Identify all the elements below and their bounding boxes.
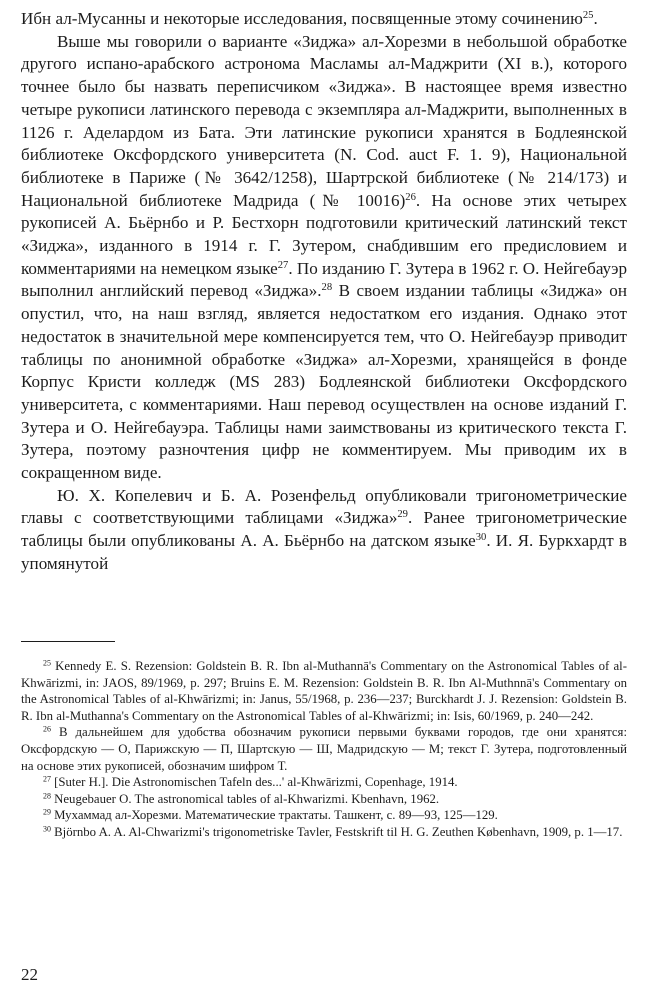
footnote-ref-28[interactable]: 28 <box>321 282 333 294</box>
paragraph-2: Выше мы говорили о варианте «Зиджа» ал-Хорезми в небольшой обработке другого испано-арабского астронома Масламы ал-Маджрити (XI в.), которого точнее было бы назвать переписчиком «Зиджа». В настоящее время известно четыре рукописи латинского перевода с экземпляра ал-Маджрити, выполненных в 1126 г. Аделардом из Бата. Эти латинские рукописи хранятся в Бодлеянской библиотеке Оксфордского университета (N. Cod. auct F. 1. 9), Национальной библиотеке в Париже (№ 3642/1258), Шартрской библиотеке (№ 214/173) и Национальной библиотеке Мадрида (№ 10016)$^{26}$. На основе этих четырех рукописей А. Бьёрнбо и Р. Бестхорн подготовили критический латинский текст «Зиджа», изданного в 1914 г. Г. Зутером, снабдившим его предисловием и комментариями на немецком языке$^{27}$. По изданию Г. Зутера в 1962 г. О. Нейгебауэр выполнил английский перевод «Зиджа».$^{28}$ В своем издании таблицы «Зиджа» он опустил, что, на наш взгляд, является недостатком его издания. Однако этот недостаток в значительной мере компенсируется тем, что О. Нейгебауэр приводит таблицы по анонимной обработке «Зиджа» ал-Хорезми, хранящейся в фонде Корпус Кристи колледж (MS 283) Бодлеянской библиотеки Оксфордского университета, с комментариями. Наш перевод осуществлен на основе изданий Г. Зутера и О. Нейгебауэра. Таблицы нами заимствованы из критического текста Г. Зутера, поэтому разночтения цифр не комментируем. Мы приводим их в сокращенном виде. <box>21 31 627 483</box>
footnote-28: $^{28}$ Neugebauer O. The astronomical tables of al-Khwarizmi. Kbenhavn, 1962. <box>43 791 440 806</box>
paragraph-1: Ибн ал-Мусанны и некоторые исследования, посвященные этому сочинению$^{25}$. <box>21 9 598 28</box>
footnote-ref-26[interactable]: 26 <box>405 191 416 203</box>
main-text <box>21 8 627 576</box>
footnote-26: $^{26}$ В дальнейшем для удобства обозначим рукописи первыми буквами городов, где они хранятся: Оксфордскую — О, Парижскую — П, Шартскую — Ш, Мадридскую — М; текст Г. Зутера, подготовленный на основе этих рукописей, обозначим шифром Т. <box>21 725 628 773</box>
footnote-separator <box>21 641 115 642</box>
footnotes <box>21 658 627 841</box>
paragraph-3: Ю. Х. Копелевич и Б. А. Розенфельд опубликовали тригонометрические главы с соответствующими таблицами «Зиджа»$^{29}$. Ранее тригонометрические таблицы были опубликованы А. А. Бьёрнбо на датском языке$^{30}$. И. Я. Буркхардт в упомянутой <box>21 485 627 573</box>
footnote-27: $^{27}$ [Suter H.]. Die Astronomischen Tafeln des...' al-Khwārizmi, Copenhage, 1914. <box>43 774 458 790</box>
footnote-25: $^{25}$ Kennedy E. S. Rezension: Goldstein B. R. Ibn al-Muthannā's Commentary on the Astronomical Tables of al-Khwārizmi, in: JAOS, 89/1969, p. 297; Bruins E. M. Rezension: Goldstein B. R. Ibn Al-Muthnnā's Commentary on the Astronomical Tables of al-Khwārizmi; in: Janus, 55/1968, p. 236—237; Burckhardt J. J. Rezension: Goldstein B. R. Ibn al-Muthanna's Commentary on the Astronomical Tables of al-Khwārizmi; in: Isis, 60/1969, p. 240—242. <box>21 658 627 723</box>
footnote-29: $^{29}$ Мухаммад ал-Хорезми. Математические трактаты. Ташкент, с. 89—93, 125—129. <box>43 807 498 823</box>
page-number: 22 <box>21 965 38 984</box>
footnote-ref-30[interactable]: 30 <box>475 532 487 544</box>
footnote-ref-25[interactable]: 25 <box>582 10 594 22</box>
footnote-30: $^{30}$ Björnbo A. A. Al-Chwarizmi's trigonometriske Tavler, Festskrift til H. G. Zeuthen København, 1909, p. 1—17. <box>43 824 623 839</box>
footnote-ref-27[interactable]: 27 <box>277 259 289 271</box>
footnote-ref-29[interactable]: 29 <box>397 509 408 521</box>
